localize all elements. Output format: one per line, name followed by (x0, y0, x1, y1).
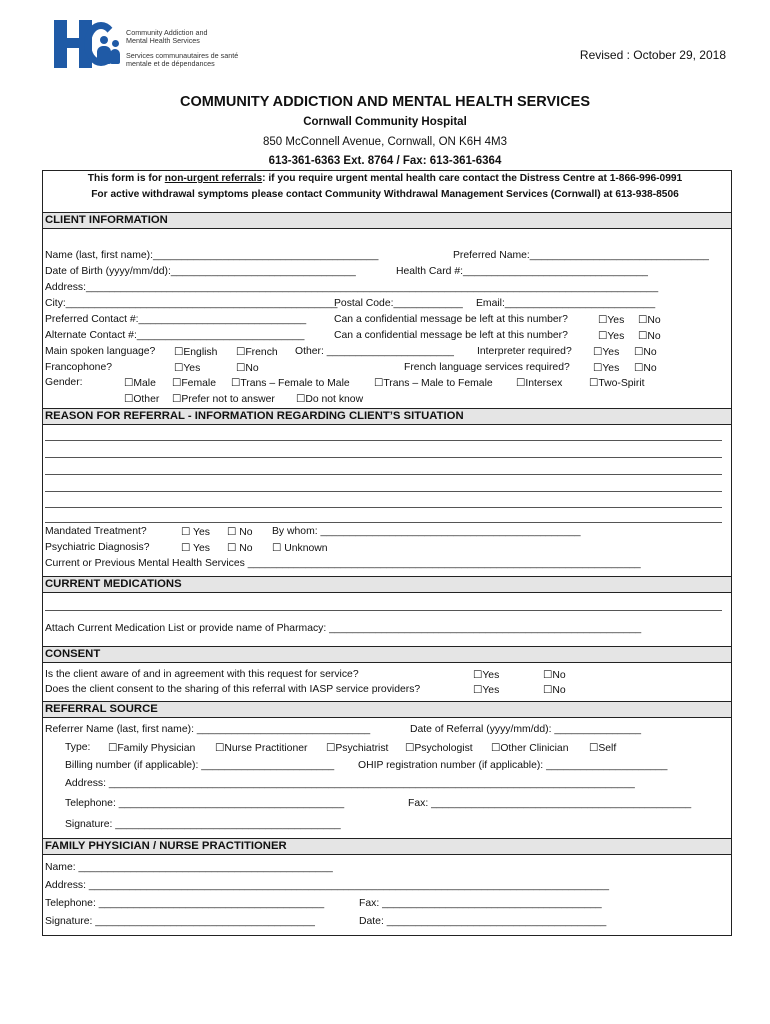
gender-label: Gender: (45, 377, 83, 388)
reason-line-2[interactable] (45, 457, 722, 458)
reason-line-5[interactable] (45, 507, 722, 508)
referrer-fax-field[interactable]: Fax: _____________________________________________ (408, 798, 692, 809)
alternate-contact-field[interactable]: Alternate Contact #:_____________________________ (45, 330, 305, 341)
dob-field[interactable]: Date of Birth (yyyy/mm/dd):________________________________ (45, 266, 356, 277)
gender-two-spirit[interactable]: ☐Two-Spirit (589, 377, 645, 389)
physician-telephone-field[interactable]: Telephone: _______________________________________ (45, 898, 325, 909)
checkbox-icon[interactable]: ☐ (296, 393, 306, 405)
logo-text-fr-2: mentale et de dépendances (126, 59, 215, 68)
checkbox-icon[interactable]: ☐ (634, 362, 644, 374)
gender-trans-fm[interactable]: ☐Trans – Female to Male (231, 377, 350, 389)
checkbox-icon[interactable]: ☐ (181, 526, 191, 538)
type-other-clinician[interactable]: ☐Other Clinician (491, 742, 569, 754)
checkbox-icon[interactable]: ☐ (516, 377, 526, 389)
checkbox-icon[interactable]: ☐ (598, 314, 608, 326)
gender-dont-know[interactable]: ☐Do not know (296, 393, 364, 405)
notice-line-2: For active withdrawal symptoms please contact Community Withdrawal Management Services (Cornwall) at 613-938-8506 (91, 189, 679, 200)
psych-diagnosis-unknown[interactable]: ☐ Unknown (272, 542, 328, 554)
reason-line-3[interactable] (45, 474, 722, 475)
consent-q2-yes[interactable]: ☐Yes (473, 684, 500, 696)
referrer-telephone-field[interactable]: Telephone: _______________________________________ (65, 798, 345, 809)
conf-msg-1-yes[interactable]: ☐Yes (598, 314, 625, 326)
hospital-address: 850 McConnell Avenue, Cornwall, ON K6H 4M3 (263, 136, 507, 148)
hospital-name: Cornwall Community Hospital (303, 116, 467, 128)
mandated-no[interactable]: ☐ No (227, 526, 253, 538)
client-address-field[interactable]: Address:___________________________________________________________________________________________________ (45, 282, 659, 293)
pharmacy-field[interactable]: Attach Current Medication List or provide name of Pharmacy: ______________________________________________________ (45, 623, 642, 634)
gender-intersex[interactable]: ☐Intersex (516, 377, 563, 389)
section-family-physician: FAMILY PHYSICIAN / NURSE PRACTITIONER (43, 838, 731, 855)
medications-line[interactable] (45, 610, 722, 611)
gender-other[interactable]: ☐Other (124, 393, 160, 405)
preferred-name-field[interactable]: Preferred Name:_______________________________ (453, 250, 709, 261)
checkbox-icon[interactable]: ☐ (634, 346, 644, 358)
checkbox-icon[interactable]: ☐ (598, 330, 608, 342)
language-other-field[interactable]: Other: ______________________ (295, 346, 454, 357)
email-field[interactable]: Email:__________________________ (476, 298, 656, 309)
section-current-medications: CURRENT MEDICATIONS (43, 576, 731, 593)
reason-line-6[interactable] (45, 522, 722, 523)
checkbox-icon[interactable]: ☐ (236, 362, 246, 374)
mandated-yes[interactable]: ☐ Yes (181, 526, 210, 538)
gender-prefer-not[interactable]: ☐Prefer not to answer (172, 393, 275, 405)
checkbox-icon[interactable]: ☐ (593, 346, 603, 358)
consent-q1-no[interactable]: ☐No (543, 669, 566, 681)
checkbox-icon[interactable]: ☐ (172, 377, 182, 389)
type-psychologist[interactable]: ☐Psychologist (405, 742, 473, 754)
language-label: Main spoken language? (45, 346, 156, 357)
psych-diagnosis-label: Psychiatric Diagnosis? (45, 542, 150, 553)
referral-date-field[interactable]: Date of Referral (yyyy/mm/dd): _______________ (410, 724, 642, 735)
referrer-name-field[interactable]: Referrer Name (last, first name): ______________________________ (45, 724, 371, 735)
ohip-number-field[interactable]: OHIP registration number (if applicable): _____________________ (358, 760, 668, 771)
section-consent: CONSENT (43, 646, 731, 663)
checkbox-icon[interactable]: ☐ (236, 346, 246, 358)
checkbox-icon[interactable]: ☐ (589, 377, 599, 389)
checkbox-icon[interactable]: ☐ (108, 742, 118, 754)
section-client-information: CLIENT INFORMATION (43, 212, 731, 229)
gender-male[interactable]: ☐Male (124, 377, 156, 389)
checkbox-icon[interactable]: ☐ (174, 346, 184, 358)
current-previous-services-field[interactable]: Current or Previous Mental Health Services ____________________________________________________________________ (45, 558, 641, 569)
french-services-no[interactable]: ☐No (634, 362, 657, 374)
conf-msg-2-no[interactable]: ☐No (638, 330, 661, 342)
client-name-field[interactable]: Name (last, first name):_______________________________________ (45, 250, 379, 261)
hospital-phone: 613-361-6363 Ext. 8764 / Fax: 613-361-6364 (268, 155, 502, 167)
francophone-label: Francophone? (45, 362, 113, 373)
revised-date: Revised : October 29, 2018 (579, 48, 726, 62)
checkbox-icon[interactable]: ☐ (543, 684, 553, 696)
francophone-yes[interactable]: ☐Yes (174, 362, 201, 374)
section-referral-source: REFERRAL SOURCE (43, 701, 731, 718)
checkbox-icon[interactable]: ☐ (326, 742, 336, 754)
checkbox-icon[interactable]: ☐ (374, 377, 384, 389)
section-reason-for-referral: REASON FOR REFERRAL - INFORMATION REGARDING CLIENT’S SITUATION (43, 408, 731, 425)
preferred-contact-field[interactable]: Preferred Contact #:_____________________________ (45, 314, 307, 325)
checkbox-icon[interactable]: ☐ (473, 669, 483, 681)
language-french[interactable]: ☐French (236, 346, 278, 358)
consent-q2: Does the client consent to the sharing of this referral with IASP service providers? (45, 684, 421, 695)
logo-text-en-1: Community Addiction and (126, 28, 208, 37)
francophone-no[interactable]: ☐No (236, 362, 259, 374)
psych-diagnosis-yes[interactable]: ☐ Yes (181, 542, 210, 554)
checkbox-icon[interactable]: ☐ (215, 742, 225, 754)
form-title: COMMUNITY ADDICTION AND MENTAL HEALTH SERVICES (179, 94, 591, 110)
type-psychiatrist[interactable]: ☐Psychiatrist (326, 742, 389, 754)
city-field[interactable]: City:_______________________________________________ (45, 298, 338, 309)
conf-msg-question-1: Can a confidential message be left at this number? (334, 314, 568, 325)
referrer-signature-field[interactable]: Signature: _______________________________________ (65, 819, 341, 830)
checkbox-icon[interactable]: ☐ (638, 330, 648, 342)
physician-name-field[interactable]: Name: ____________________________________________ (45, 862, 333, 873)
checkbox-icon[interactable]: ☐ (272, 542, 282, 554)
checkbox-icon[interactable]: ☐ (405, 742, 415, 754)
type-family-physician[interactable]: ☐Family Physician (108, 742, 196, 754)
by-whom-field[interactable]: By whom: _____________________________________________ (272, 526, 581, 537)
checkbox-icon[interactable]: ☐ (124, 393, 134, 405)
consent-q2-no[interactable]: ☐No (543, 684, 566, 696)
health-card-field[interactable]: Health Card #:________________________________ (396, 266, 648, 277)
notice-line-1: This form is for non-urgent referrals: if you require urgent mental health care contact the Distress Centre at 1-866-996-0991 (87, 173, 683, 184)
checkbox-icon[interactable]: ☐ (543, 669, 553, 681)
gender-female[interactable]: ☐Female (172, 377, 216, 389)
french-services-label: French language services required? (404, 362, 570, 373)
physician-signature-field[interactable]: Signature: ______________________________________ (45, 916, 315, 927)
physician-date-field[interactable]: Date: ______________________________________ (359, 916, 607, 927)
interpreter-label: Interpreter required? (477, 346, 572, 357)
reason-line-4[interactable] (45, 491, 722, 492)
gender-trans-mf[interactable]: ☐Trans – Male to Female (374, 377, 493, 389)
reason-line-1[interactable] (45, 440, 722, 441)
conf-msg-2-yes[interactable]: ☐Yes (598, 330, 625, 342)
conf-msg-question-2: Can a confidential message be left at this number? (334, 330, 568, 341)
interpreter-no[interactable]: ☐No (634, 346, 657, 358)
conf-msg-1-no[interactable]: ☐No (638, 314, 661, 326)
mandated-label: Mandated Treatment? (45, 526, 147, 537)
checkbox-icon[interactable]: ☐ (491, 742, 501, 754)
referrer-address-field[interactable]: Address: ___________________________________________________________________________________________ (65, 778, 635, 789)
checkbox-icon[interactable]: ☐ (181, 542, 191, 554)
checkbox-icon[interactable]: ☐ (473, 684, 483, 696)
type-self[interactable]: ☐Self (589, 742, 617, 754)
referrer-type-label: Type: (65, 742, 91, 753)
checkbox-icon[interactable]: ☐ (174, 362, 184, 374)
physician-fax-field[interactable]: Fax: ______________________________________ (359, 898, 602, 909)
psych-diagnosis-no[interactable]: ☐ No (227, 542, 253, 554)
logo-text-fr-1: Services communautaires de santé (126, 51, 239, 60)
checkbox-icon[interactable]: ☐ (227, 526, 237, 538)
postal-code-field[interactable]: Postal Code:____________ (334, 298, 463, 309)
logo-text-en-2: Mental Health Services (126, 36, 200, 45)
checkbox-icon[interactable]: ☐ (172, 393, 182, 405)
type-nurse-practitioner[interactable]: ☐Nurse Practitioner (215, 742, 308, 754)
checkbox-icon[interactable]: ☐ (124, 377, 134, 389)
checkbox-icon[interactable]: ☐ (589, 742, 599, 754)
consent-q1: Is the client aware of and in agreement with this request for service? (45, 669, 359, 680)
checkbox-icon[interactable]: ☐ (593, 362, 603, 374)
checkbox-icon[interactable]: ☐ (231, 377, 241, 389)
interpreter-yes[interactable]: ☐Yes (593, 346, 620, 358)
checkbox-icon[interactable]: ☐ (638, 314, 648, 326)
consent-q1-yes[interactable]: ☐Yes (473, 669, 500, 681)
french-services-yes[interactable]: ☐Yes (593, 362, 620, 374)
language-english[interactable]: ☐English (174, 346, 218, 358)
physician-address-field[interactable]: Address: __________________________________________________________________________________________ (45, 880, 609, 891)
billing-number-field[interactable]: Billing number (if applicable): _______________________ (65, 760, 335, 771)
checkbox-icon[interactable]: ☐ (227, 542, 237, 554)
